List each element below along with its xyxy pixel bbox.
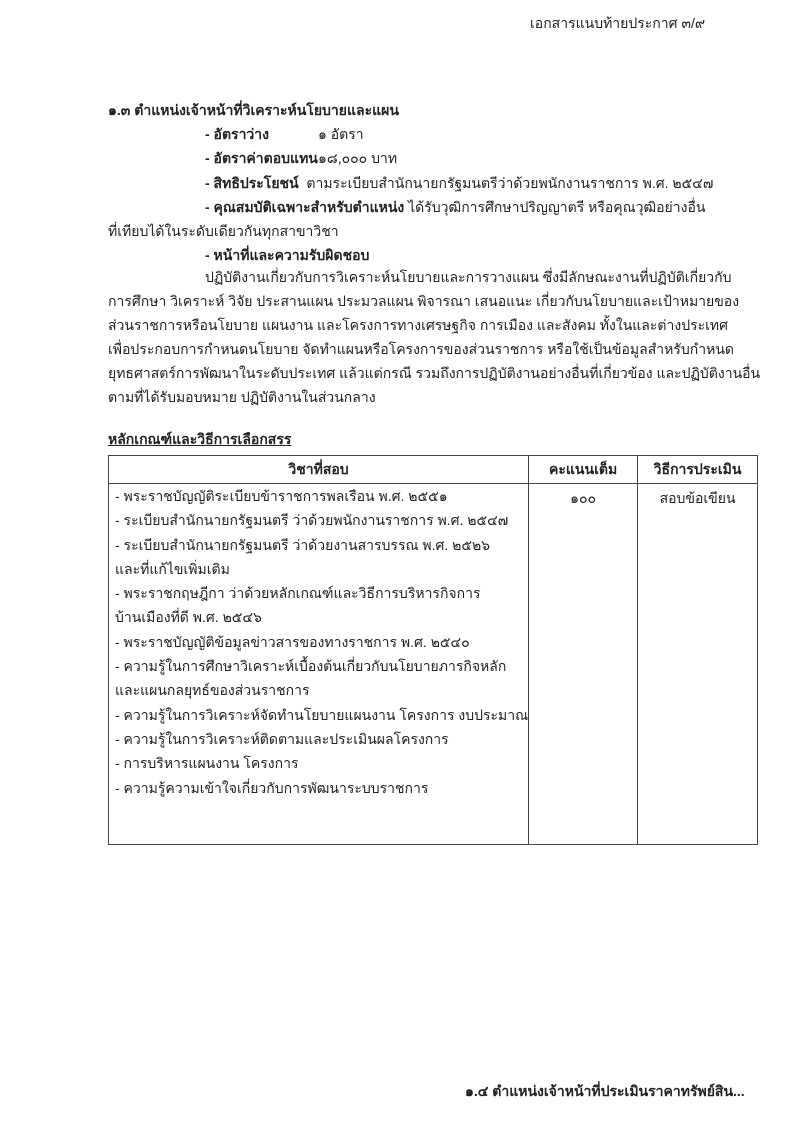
benefit-row [205,174,713,192]
vacancy-label: - อัตราว่าง [205,126,269,142]
subject-item: - ความรู้ในการวิเคราะห์ติดตามและประเมินผลโครงการ [115,730,449,747]
criteria-heading: หลักเกณฑ์และวิธีการเลือกสรร [108,431,292,447]
vacancy-value: ๑ อัตรา [318,126,364,142]
qualification-label: - คุณสมบัติเฉพาะสำหรับตำแหน่ง [205,199,405,215]
exam-table [108,455,758,845]
qualification-value: ได้รับวุฒิการศึกษาปริญญาตรี หรือคุณวุฒิอย่างอื่น [408,199,706,215]
duty-line: ส่วนราชการหรือนโยบาย แผนงาน และโครงการทางเศรษฐกิจ การเมือง และสังคม ทั้งในและต่างประเทศ [108,317,729,333]
table-header-row [109,456,758,484]
subject-item: และที่แก้ไขเพิ่มเติม [115,560,230,577]
benefit-label: - สิทธิประโยชน์ [205,175,299,191]
subject-item: - ระเบียบสำนักนายกรัฐมนตรี ว่าด้วยงานสารบรรณ พ.ศ. ๒๕๒๖ [115,536,491,553]
duty-line: การศึกษา วิเคราะห์ วิจัย ประสานแผน ประมวลแผน พิจารณา เสนอแนะ เกี่ยวกับนโยบายและเป้าหมายของ [108,293,740,309]
subject-item: - พระราชบัญญัติระเบียบข้าราชการพลเรือน พ.ศ. ๒๕๕๑ [115,488,448,504]
qualification-row [205,198,705,216]
benefit-value: ตามระเบียบสำนักนายกรัฐมนตรีว่าด้วยพนักงานราชการ พ.ศ. ๒๕๔๗ [306,175,714,191]
duty-label: - หน้าที่และความรับผิดชอบ [205,247,370,263]
subject-item: และแผนกลยุทธ์ของส่วนราชการ [115,682,310,699]
subject-item: - พระราชกฤษฎีกา ว่าด้วยหลักเกณฑ์และวิธีการบริหารกิจการ [115,585,481,602]
subject-item: - พระราชบัญญัติข้อมูลข่าวสารของทางราชการ พ.ศ. ๒๕๔๐ [115,633,470,650]
full-score: ๑๐๐ [529,484,638,845]
document-header: เอกสารแนบท้ายประกาศ ๓/๙ [530,15,706,31]
subject-item: - ความรู้ในการวิเคราะห์จัดทำนโยบายแผนงาน โครงการ งบประมาณ [115,706,529,723]
duty-line: ยุทธศาสตร์การพัฒนาในระดับประเทศ แล้วแต่กรณี รวมถึงการปฏิบัติงานอย่างอื่นที่เกี่ยวข้อง และปฏิบัติงานอื่น [108,365,761,381]
subject-item: - การบริหารแผนงาน โครงการ [115,755,299,772]
section-title: ๑.๓ ตำแหน่งเจ้าหน้าที่วิเคราะห์นโยบายและแผน [108,102,399,118]
header-subject: วิชาที่สอบ [109,456,529,484]
salary-label: - อัตราค่าตอบแทน [205,150,318,166]
table-row [109,484,758,845]
subject-list [109,484,529,845]
header-score: คะแนนเต็ม [529,456,638,484]
qualification-value-cont: ที่เทียบได้ในระดับเดียวกันทุกสาขาวิชา [108,223,339,239]
subject-item: - ความรู้ในการศึกษาวิเคราะห์เบื้องต้นเกี่ยวกับนโยบายภารกิจหลัก [115,658,507,675]
duty-line: เพื่อประกอบการกำหนดนโยบาย จัดทำแผนหรือโครงการของส่วนราชการ หรือใช้เป็นข้อมูลสำหรับกำหนด [108,341,734,357]
salary-value: ๑๘,๐๐๐ บาท [318,150,398,166]
next-section-footer: ๑.๔ ตำแหน่งเจ้าหน้าที่ประเมินราคาทรัพย์สิน... [465,1083,745,1099]
duty-line: ปฏิบัติงานเกี่ยวกับการวิเคราะห์นโยบายและการวางแผน ซึ่งมีลักษณะงานที่ปฏิบัติเกี่ยวกับ [205,269,732,285]
subject-item: บ้านเมืองที่ดี พ.ศ. ๒๕๔๖ [115,609,262,626]
assessment-method: สอบข้อเขียน [638,484,758,845]
subject-item: - ความรู้ความเข้าใจเกี่ยวกับการพัฒนาระบบราชการ [115,779,429,796]
header-method: วิธีการประเมิน [638,456,758,484]
subject-item: - ระเบียบสำนักนายกรัฐมนตรี ว่าด้วยพนักงานราชการ พ.ศ. ๒๕๔๗ [115,512,509,529]
duty-line: ตามที่ได้รับมอบหมาย ปฏิบัติงานในส่วนกลาง [108,389,376,405]
